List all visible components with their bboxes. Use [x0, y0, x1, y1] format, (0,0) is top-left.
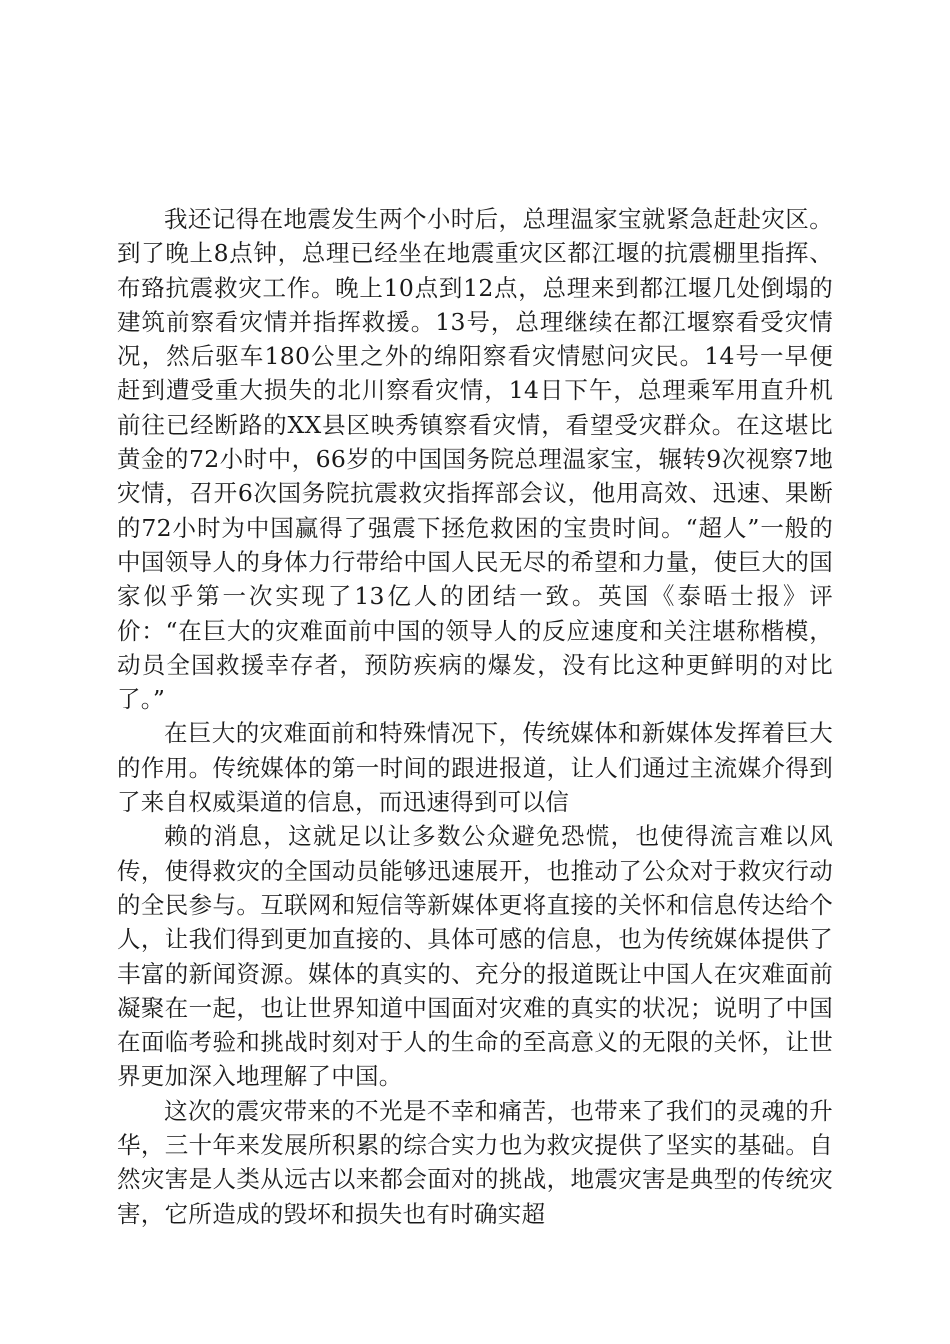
- paragraph-premier-response: 我还记得在地震发生两个小时后，总理温家宝就紧急赶赴灾区。到了晚上8点钟，总理已经坐在地震重灾区都江堰的抗震棚里指挥、布臵抗震救灾工作。晚上10点到12点，总理来到都江堰几处倒塌的建筑前察看灾情并指挥救援。13号，总理继续在都江堰察看受灾情况，然后驱车180公里之外的绵阳察看灾情慰问灾民。14号一早便赶到遭受重大损失的北川察看灾情，14日下午，总理乘军用直升机前往已经断路的XX县区映秀镇察看灾情，看望受灾群众。在这堪比黄金的72小时中，66岁的中国国务院总理温家宝，辗转9次视察7地灾情，召开6次国务院抗震救灾指挥部会议，他用高效、迅速、果断的72小时为中国赢得了强震下拯危救困的宝贵时间。“超人”一般的中国领导人的身体力行带给中国人民无尽的希望和力量，使巨大的国家似乎第一次实现了13亿人的团结一致。英国《泰晤士报》评价：“在巨大的灾难面前中国的领导人的反应速度和关注堪称楷模，动员全国救援幸存者，预防疾病的爆发，没有比这种更鲜明的对比了。”: [117, 205, 833, 714]
- paragraph-media-role: 在巨大的灾难面前和特殊情况下，传统媒体和新媒体发挥着巨大的作用。传统媒体的第一时间的跟进报道，让人们通过主流媒介得到了来自权威渠道的信息，而迅速得到可以信: [117, 719, 833, 817]
- document-body: [117, 202, 833, 1231]
- paragraph-disaster-reflection: 这次的震灾带来的不光是不幸和痛苦，也带来了我们的灵魂的升华，三十年来发展所积累的综合实力也为救灾提供了坚实的基础。自然灾害是人类从远古以来都会面对的挑战，地震灾害是典型的传统灾害，它所造成的毁坏和损失也有时确实超: [117, 1096, 833, 1228]
- paragraph-media-effect: 赖的消息，这就足以让多数公众避免恐慌，也使得流言难以风传，使得救灾的全国动员能够迅速展开，也推动了公众对于救灾行动的全民参与。互联网和短信等新媒体更将直接的关怀和信息传达给个人，让我们得到更加直接的、具体可感的信息，也为传统媒体提供了丰富的新闻资源。媒体的真实的、充分的报道既让中国人在灾难面前凝聚在一起，也让世界知道中国面对灾难的真实的状况；说明了中国在面临考验和挑战时刻对于人的生命的至高意义的无限的关怀，让世界更加深入地理解了中国。: [117, 822, 833, 1091]
